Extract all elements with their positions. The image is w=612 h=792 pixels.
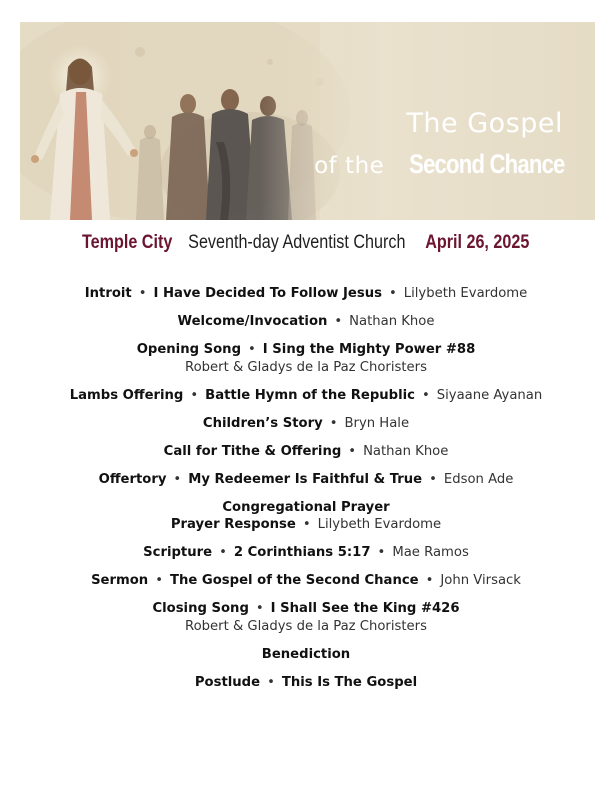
separator-dot: •	[377, 545, 386, 560]
separator-dot: •	[329, 415, 338, 431]
banner-title-line2-prefix: of the	[314, 153, 385, 179]
separator-dot: •	[138, 286, 147, 301]
banner-title-line2-emphasis: Second Chance	[409, 149, 565, 179]
separator-dot: •	[219, 545, 227, 560]
program-part: Children’s Story	[202, 415, 323, 431]
separator-dot: •	[334, 314, 343, 329]
program-part: Closing Song	[152, 601, 249, 616]
program-part: Welcome/Invocation	[177, 314, 328, 329]
program-part: Benediction	[261, 646, 351, 662]
program-title: The Gospel of the Second Chance	[169, 573, 419, 588]
program-part: Lambs Offering	[69, 387, 184, 403]
separator-dot: •	[173, 471, 182, 487]
program-person: John Virsack	[440, 573, 521, 588]
program-title: This Is The Gospel	[281, 674, 418, 690]
program-item	[0, 443, 612, 461]
program-part: Opening Song	[136, 342, 242, 357]
church-heading	[0, 232, 612, 254]
header-banner	[20, 22, 595, 220]
program-item	[0, 572, 612, 590]
separator-dot: •	[190, 387, 199, 403]
program-item	[0, 600, 612, 635]
separator-dot: •	[421, 387, 430, 403]
program-person: Mae Ramos	[392, 545, 469, 560]
program-part: Postlude	[194, 674, 261, 690]
separator-dot: •	[348, 443, 357, 459]
program-title: I Shall See the King #426	[270, 601, 460, 616]
program-person: Lilybeth Evardome	[403, 286, 528, 301]
separator-dot: •	[388, 286, 397, 301]
program-person: Nathan Khoe	[349, 314, 435, 329]
program-subline	[0, 516, 612, 534]
program-item	[0, 471, 612, 489]
separator-dot: •	[267, 674, 275, 690]
church-name: Seventh-day Adventist Church	[188, 232, 406, 253]
program-part: Call for Tithe & Offering	[163, 443, 342, 459]
program-title: I Sing the Mighty Power #88	[262, 342, 476, 357]
banner-title-line1: The Gospel	[406, 108, 563, 139]
program-item	[0, 313, 612, 331]
program-subline: Robert & Gladys de la Paz Choristers	[185, 359, 427, 375]
program-item	[0, 544, 612, 562]
program-person: Siyaane Ayanan	[436, 387, 543, 403]
program-part: Introit	[84, 286, 132, 301]
banner-title	[314, 110, 565, 178]
program-part: Offertory	[98, 471, 167, 487]
program-title: 2 Corinthians 5:17	[233, 545, 371, 560]
separator-dot: •	[248, 342, 256, 357]
program-item	[0, 646, 612, 664]
program-subpart: Prayer Response	[170, 517, 296, 532]
program-item	[0, 499, 612, 534]
service-date: April 26, 2025	[425, 232, 530, 253]
program-person: Edson Ade	[443, 471, 514, 487]
program-part: Congregational Prayer	[222, 499, 390, 515]
program-item	[0, 341, 612, 376]
separator-dot: •	[429, 471, 437, 487]
program-person: Lilybeth Evardome	[317, 517, 442, 532]
program-title: I Have Decided To Follow Jesus	[153, 286, 382, 301]
church-city: Temple City	[81, 232, 172, 253]
order-of-service	[0, 285, 612, 702]
separator-dot: •	[425, 573, 434, 588]
program-item	[0, 674, 612, 692]
program-part: Sermon	[91, 573, 149, 588]
separator-dot: •	[302, 517, 311, 532]
program-subline: Robert & Gladys de la Paz Choristers	[185, 618, 427, 634]
program-title: My Redeemer Is Faithful & True	[188, 471, 423, 487]
program-person: Bryn Hale	[344, 415, 410, 431]
program-item	[0, 285, 612, 303]
program-item	[0, 415, 612, 433]
program-person: Nathan Khoe	[363, 443, 449, 459]
separator-dot: •	[155, 573, 163, 588]
program-item	[0, 387, 612, 405]
program-part: Scripture	[143, 545, 213, 560]
program-title: Battle Hymn of the Republic	[205, 387, 415, 403]
separator-dot: •	[255, 601, 264, 616]
